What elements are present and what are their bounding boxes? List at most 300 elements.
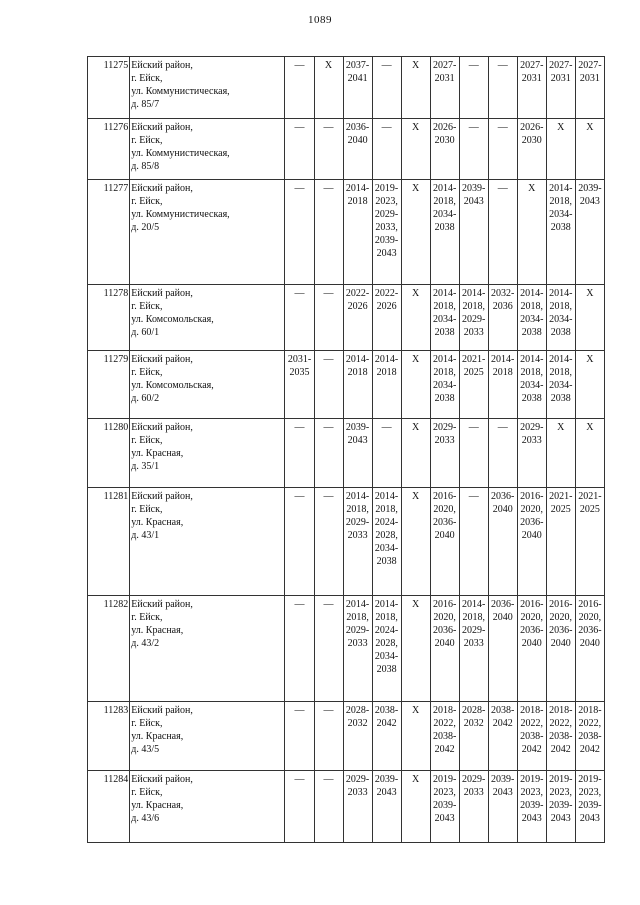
period-value: X [412,354,420,365]
period-cell [401,57,430,119]
period-value: 2038- [549,731,573,742]
period-cell [517,702,546,771]
period-value: 2021- [462,354,486,365]
period-value: 2020, [578,612,602,623]
period-cell [488,119,517,180]
period-value: 2038- [432,731,457,742]
period-value: 2014- [491,354,515,365]
period-value: 2018- [432,705,457,716]
period-value: 2038- [374,705,399,716]
period-value: 2028, [375,638,398,649]
period-cell [372,57,401,119]
period-cell [546,596,575,702]
period-value: 2029- [462,774,486,785]
period-cell [546,488,575,596]
address-line: ул. Красная, [131,448,184,459]
address-line: д. 60/1 [131,327,160,338]
period-cell [430,702,459,771]
period-value: 2019- [374,183,399,194]
period-cell [430,419,459,488]
period-value: 2014- [432,354,457,365]
period-cell [343,596,372,702]
period-value: 2018, [462,612,485,623]
period-value: 2039- [374,774,399,785]
period-value: 2040 [434,530,455,541]
period-value: 2036- [432,625,457,636]
period-value: 2036- [549,625,573,636]
period-value: 2038 [550,327,571,338]
table-row [88,771,605,843]
period-value: — [468,60,479,71]
period-cell [546,57,575,119]
period-value: X [324,60,333,71]
period-value: 2043 [434,813,455,824]
period-cell [314,57,343,119]
period-value: — [323,774,334,785]
period-value: 2043 [376,248,397,259]
period-value: — [323,288,334,299]
period-value: 2031 [550,73,571,84]
period-cell [343,351,372,419]
period-value: — [294,60,305,71]
period-cell [314,119,343,180]
period-value: 2033 [434,435,455,446]
period-value: — [468,122,479,133]
period-cell [343,702,372,771]
period-value: 2014- [520,288,544,299]
period-value: 2023, [520,787,543,798]
address-line: ул. Комсомольская, [131,380,214,391]
address-line: г. Ейск, [131,135,163,146]
period-cell [430,596,459,702]
period-value: 2038 [434,393,455,404]
period-value: X [528,183,536,194]
period-value: 2034- [520,380,544,391]
address-line: д. 85/8 [131,161,160,172]
period-value: 2039- [578,800,602,811]
period-value: 2039- [549,800,573,811]
address-line: Ейский район, [131,60,193,71]
period-value: 2040 [521,530,542,541]
period-value: 2036- [432,517,457,528]
period-cell [401,419,430,488]
period-value: 2033, [375,222,398,233]
period-value: 2023, [433,787,456,798]
record-number: 11283 [88,702,130,771]
period-value: 2018, [549,301,573,312]
period-cell [314,488,343,596]
page-number: 1089 [308,14,332,26]
period-value: 2034- [549,380,573,391]
period-cell [430,351,459,419]
period-value: 2014- [549,354,573,365]
address-cell [130,771,285,843]
period-value: 2014- [345,354,370,365]
period-cell [546,180,575,285]
address-line: ул. Комсомольская, [131,314,214,325]
period-value: 2018 [376,367,397,378]
period-value: 2030 [521,135,542,146]
address-line: д. 60/2 [131,393,160,404]
period-value: 2020, [433,504,456,515]
period-cell [372,351,401,419]
period-value: — [323,183,334,194]
address-line: Ейский район, [131,774,193,785]
period-value: 2027- [549,60,573,71]
address-line: Ейский район, [131,122,193,133]
table-row [88,119,605,180]
period-value: 2032- [491,288,515,299]
period-cell [343,488,372,596]
period-value: 2034- [549,314,573,325]
period-value: 2034- [432,380,457,391]
period-value: — [294,288,305,299]
period-value: 2018, [375,612,398,623]
period-value: 2030 [434,135,455,146]
period-value: 2025 [550,504,571,515]
record-number: 11279 [88,351,130,419]
period-value: 2034- [374,651,399,662]
period-value: 2014- [462,288,486,299]
period-value: 2038 [521,327,542,338]
address-cell [130,702,285,771]
period-value: 2037- [345,60,370,71]
period-cell [343,119,372,180]
period-value: 2014- [345,599,370,610]
period-value: 2029- [432,422,457,433]
period-value: 2042 [550,744,571,755]
period-cell [314,351,343,419]
period-value: 2035 [289,367,310,378]
period-cell [372,488,401,596]
period-value: — [323,705,334,716]
period-cell [459,57,488,119]
period-cell [430,57,459,119]
period-cell [459,419,488,488]
period-value: 2020, [549,612,573,623]
period-value: 2040 [492,612,513,623]
period-cell [401,488,430,596]
address-line: д. 43/2 [131,638,160,649]
period-value: 2040 [347,135,368,146]
period-cell [488,285,517,351]
period-value: 2016- [578,599,602,610]
period-cell [401,180,430,285]
period-value: 2034- [432,209,457,220]
period-cell [517,488,546,596]
table-row [88,419,605,488]
period-value: 2033 [347,787,368,798]
address-line: г. Ейск, [131,301,163,312]
period-value: 2043 [463,196,484,207]
period-cell [575,488,604,596]
address-line: г. Ейск, [131,718,163,729]
period-value: X [557,122,565,133]
period-value: — [294,491,305,502]
period-value: 2028, [375,530,398,541]
period-value: 2043 [579,813,600,824]
period-value: 2014- [462,599,486,610]
period-cell [488,180,517,285]
period-value: 2022, [520,718,543,729]
period-cell [285,57,314,119]
period-cell [459,180,488,285]
period-cell [285,119,314,180]
period-value: 2024- [374,517,399,528]
period-value: 2018 [347,196,368,207]
period-value: 2018, [433,196,456,207]
period-value: 2028- [345,705,370,716]
period-value: 2029- [345,517,370,528]
period-value: 2033 [521,435,542,446]
period-cell [459,771,488,843]
period-value: 2043 [376,787,397,798]
address-line: г. Ейск, [131,504,163,515]
record-number: 11276 [88,119,130,180]
period-cell [488,351,517,419]
period-value: 2014- [520,354,544,365]
period-value: 2028- [462,705,486,716]
period-value: 2014- [374,491,399,502]
period-cell [372,702,401,771]
period-cell [372,180,401,285]
period-value: 2016- [432,491,457,502]
period-value: 2023, [375,196,398,207]
period-cell [372,771,401,843]
period-value: 2038 [550,222,571,233]
period-value: 2033 [463,327,484,338]
period-cell [575,702,604,771]
period-cell [459,488,488,596]
address-cell [130,119,285,180]
period-cell [575,596,604,702]
address-cell [130,488,285,596]
period-cell [575,351,604,419]
period-cell [430,119,459,180]
period-value: 2025 [579,504,600,515]
period-value: 2027- [578,60,602,71]
period-cell [459,119,488,180]
period-value: — [323,354,334,365]
period-cell [372,119,401,180]
period-value: 2036- [520,625,544,636]
period-cell [372,285,401,351]
period-cell [517,771,546,843]
period-cell [575,180,604,285]
period-cell [314,419,343,488]
period-value: — [497,122,508,133]
address-cell [130,285,285,351]
period-value: 2020, [433,612,456,623]
period-value: 2040 [521,638,542,649]
period-value: X [586,354,594,365]
period-cell [546,285,575,351]
period-value: — [323,599,334,610]
period-value: — [497,183,508,194]
period-cell [517,285,546,351]
period-value: X [412,422,420,433]
period-value: 2036- [491,491,515,502]
period-value: 2018, [433,367,456,378]
address-cell [130,419,285,488]
period-cell [343,419,372,488]
table-row [88,702,605,771]
period-value: 2018 [492,367,513,378]
table-row [88,285,605,351]
period-cell [488,771,517,843]
period-value: 2029- [462,314,486,325]
period-value: 2027- [432,60,457,71]
period-value: 2019- [432,774,457,785]
period-value: 2023, [578,787,602,798]
period-value: 2023, [549,787,573,798]
address-line: ул. Красная, [131,517,184,528]
period-cell [430,180,459,285]
period-cell [459,596,488,702]
period-value: 2022- [345,288,370,299]
address-line: г. Ейск, [131,787,163,798]
period-value: 2040 [550,638,571,649]
table-row [88,351,605,419]
period-value: 2034- [520,314,544,325]
address-line: д. 85/7 [131,99,160,110]
address-line: д. 35/1 [131,461,160,472]
period-value: 2031- [287,354,312,365]
period-value: 2018, [375,504,398,515]
period-value: 2040 [579,638,600,649]
period-value: 2020, [520,504,543,515]
period-value: X [412,122,420,133]
period-value: 2021- [549,491,573,502]
period-value: 2043 [579,196,600,207]
address-line: г. Ейск, [131,196,163,207]
period-value: 2020, [520,612,543,623]
address-line: Ейский район, [131,354,193,365]
period-value: 2022, [578,718,602,729]
period-cell [401,771,430,843]
record-number: 11275 [88,57,130,119]
period-value: 2022, [433,718,456,729]
table-row [88,180,605,285]
address-line: ул. Коммунистическая, [131,86,230,97]
period-value: 2039- [491,774,515,785]
period-value: 2026- [432,122,457,133]
period-cell [314,702,343,771]
period-value: 2038 [550,393,571,404]
period-cell [517,419,546,488]
period-cell [285,351,314,419]
address-line: Ейский район, [131,599,193,610]
period-value: — [323,491,334,502]
period-value: X [412,491,420,502]
period-value: 2043 [492,787,513,798]
period-value: 2036- [345,122,370,133]
period-value: 2014- [374,599,399,610]
period-value: X [586,288,594,299]
period-value: 2042 [492,718,513,729]
period-value: 2033 [347,530,368,541]
period-cell [401,702,430,771]
period-cell [546,119,575,180]
address-cell [130,57,285,119]
period-value: 2036- [491,599,515,610]
period-cell [546,419,575,488]
housing-repair-schedule-table [87,56,605,843]
period-cell [488,488,517,596]
period-value: 2034- [549,209,573,220]
period-cell [401,119,430,180]
period-value: — [468,491,479,502]
period-value: 2018- [549,705,573,716]
period-value: — [497,60,508,71]
period-value: 2026 [347,301,368,312]
period-cell [314,771,343,843]
period-value: 2018, [346,504,369,515]
period-value: 2034- [374,543,399,554]
period-value: — [497,422,508,433]
period-cell [314,596,343,702]
period-value: 2038 [376,664,397,675]
address-line: г. Ейск, [131,612,163,623]
table-row [88,596,605,702]
address-line: Ейский район, [131,183,193,194]
period-cell [575,771,604,843]
period-value: — [323,122,334,133]
period-cell [517,596,546,702]
address-line: д. 43/1 [131,530,160,541]
period-value: 2016- [432,599,457,610]
period-value: 2018- [578,705,602,716]
period-value: 2024- [374,625,399,636]
address-cell [130,596,285,702]
period-value: 2019- [578,774,602,785]
period-cell [546,771,575,843]
period-value: 2014- [549,288,573,299]
period-cell [488,419,517,488]
period-cell [285,702,314,771]
period-value: 2042 [521,744,542,755]
period-value: X [586,422,594,433]
period-value: — [381,422,392,433]
period-cell [575,57,604,119]
period-value: X [412,183,420,194]
period-cell [517,351,546,419]
period-value: 2039- [345,422,370,433]
address-cell [130,180,285,285]
record-number: 11282 [88,596,130,702]
period-value: 2038- [578,731,602,742]
address-line: Ейский район, [131,705,193,716]
period-cell [459,285,488,351]
period-value: 2042 [434,744,455,755]
period-value: 2038 [521,393,542,404]
address-line: г. Ейск, [131,367,163,378]
period-value: — [294,599,305,610]
period-cell [285,419,314,488]
address-line: д. 20/5 [131,222,160,233]
record-number: 11280 [88,419,130,488]
period-value: 2026- [520,122,544,133]
period-value: 2038- [491,705,515,716]
period-value: 2018- [520,705,544,716]
period-cell [285,285,314,351]
period-cell [430,488,459,596]
period-value: 2031 [434,73,455,84]
period-value: X [412,60,420,71]
address-line: г. Ейск, [131,73,163,84]
period-value: X [412,599,420,610]
period-value: 2036- [520,517,544,528]
